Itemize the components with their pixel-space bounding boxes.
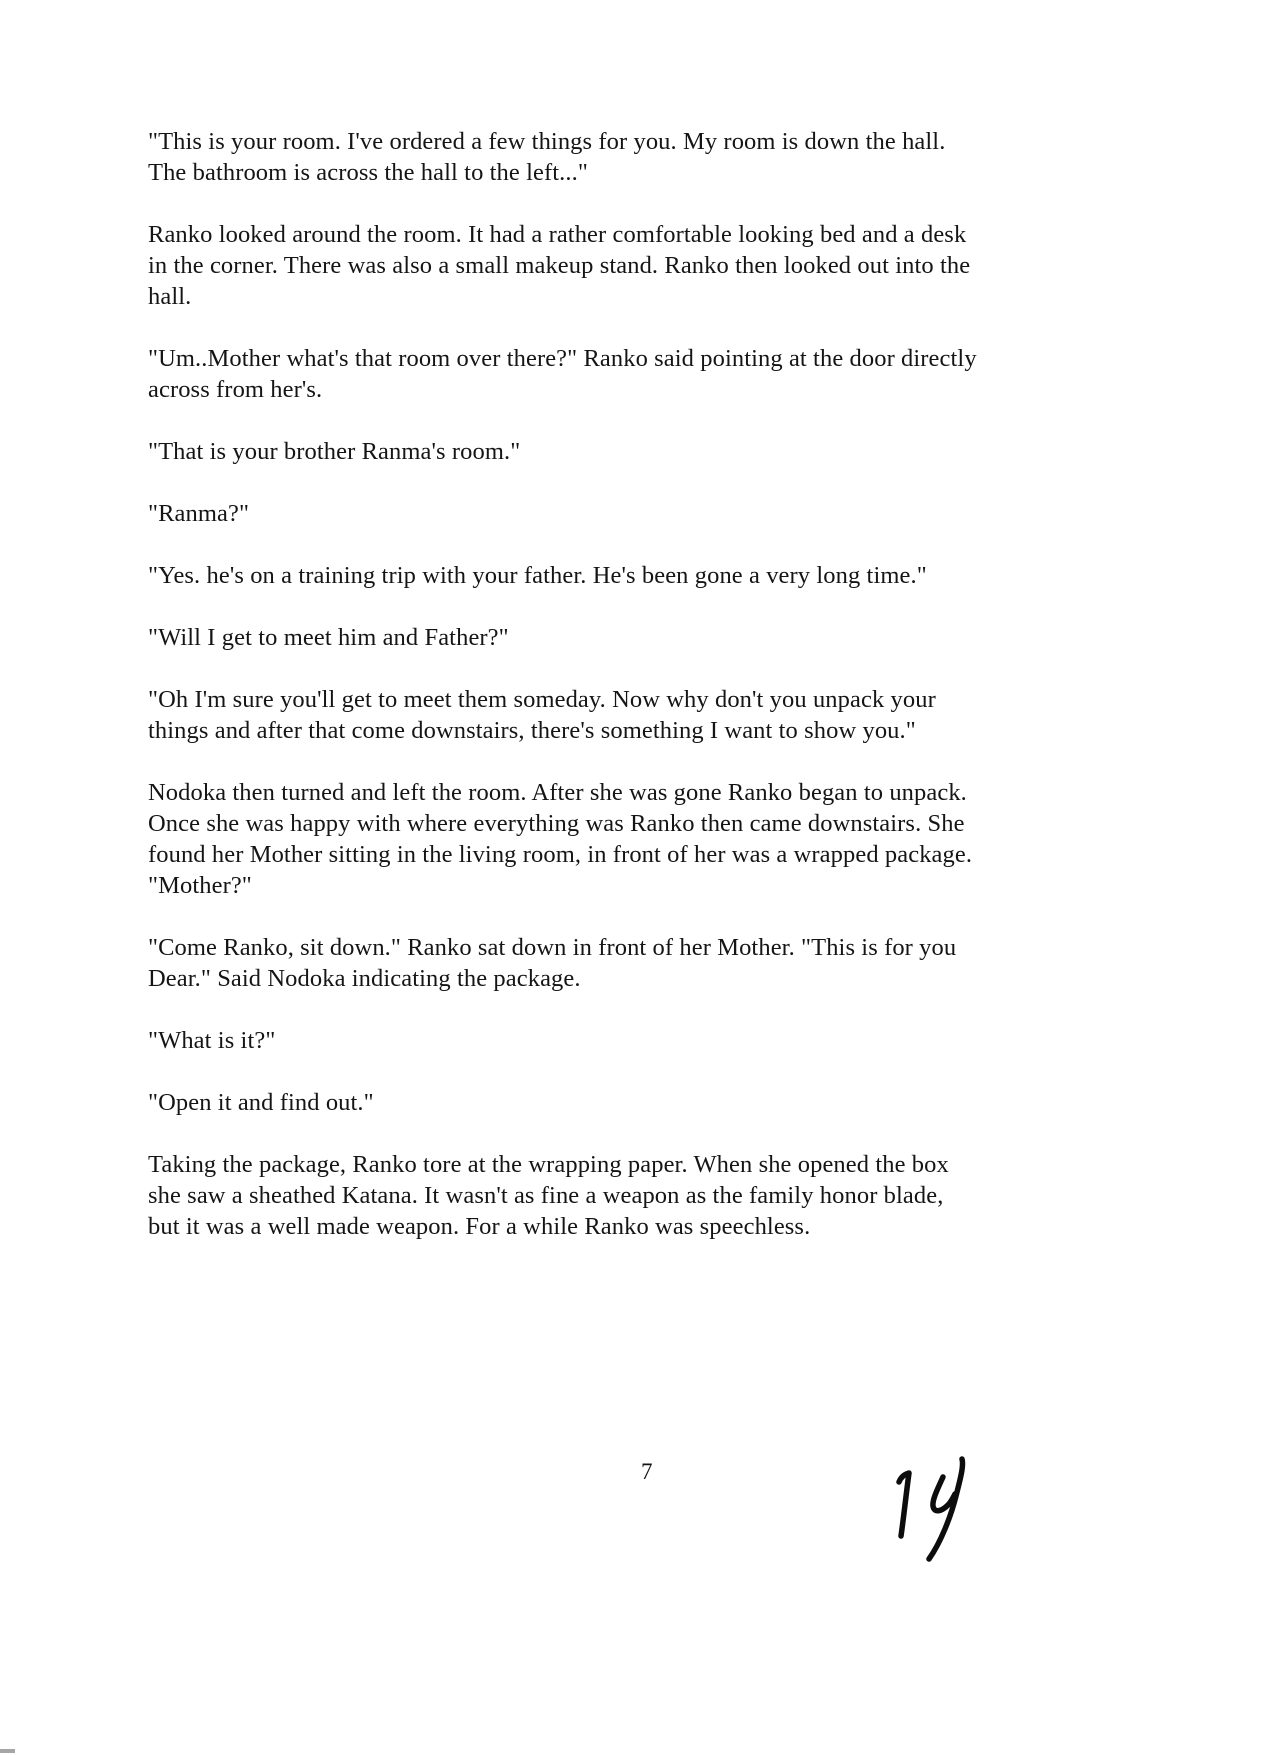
paragraph bbox=[148, 684, 1038, 746]
text-line: Dear." Said Nodoka indicating the package. bbox=[148, 965, 581, 992]
text-line: she saw a sheathed Katana. It wasn't as fine a weapon as the family honor blade, bbox=[148, 1182, 944, 1209]
paragraph bbox=[148, 1025, 1038, 1056]
page-body bbox=[148, 126, 1038, 1273]
paragraph bbox=[148, 560, 1038, 591]
text-line: Once she was happy with where everything was Ranko then came downstairs. She bbox=[148, 810, 965, 837]
scan-artifact-mark bbox=[0, 1749, 15, 1753]
text-line: "Come Ranko, sit down." Ranko sat down in front of her Mother. "This is for you bbox=[148, 934, 957, 961]
text-line: Nodoka then turned and left the room. After she was gone Ranko began to unpack. bbox=[148, 779, 967, 806]
text-line: "Will I get to meet him and Father?" bbox=[148, 624, 509, 651]
text-line: "Yes. he's on a training trip with your father. He's been gone a very long time." bbox=[148, 562, 927, 589]
text-line: things and after that come downstairs, there's something I want to show you." bbox=[148, 717, 916, 744]
paragraph bbox=[148, 622, 1038, 653]
page-number: 7 bbox=[641, 1459, 653, 1484]
text-line: Taking the package, Ranko tore at the wrapping paper. When she opened the box bbox=[148, 1151, 949, 1178]
text-line: "Mother?" bbox=[148, 872, 252, 899]
paragraph bbox=[148, 436, 1038, 467]
text-line: "That is your brother Ranma's room." bbox=[148, 438, 521, 465]
paragraph bbox=[148, 126, 1038, 188]
text-line: hall. bbox=[148, 283, 192, 310]
paragraph bbox=[148, 1149, 1038, 1242]
text-line: "Ranma?" bbox=[148, 500, 250, 527]
text-line: "Um..Mother what's that room over there?" Ranko said pointing at the door directly bbox=[148, 345, 977, 372]
text-line: The bathroom is across the hall to the left..." bbox=[148, 159, 588, 186]
handwritten-number-14 bbox=[885, 1445, 985, 1575]
text-line: in the corner. There was also a small makeup stand. Ranko then looked out into the bbox=[148, 252, 971, 279]
text-line: found her Mother sitting in the living room, in front of her was a wrapped package. bbox=[148, 841, 973, 868]
paragraph bbox=[148, 777, 1038, 901]
text-line: Ranko looked around the room. It had a rather comfortable looking bed and a desk bbox=[148, 221, 967, 248]
paragraph bbox=[148, 343, 1038, 405]
text-line: across from her's. bbox=[148, 376, 323, 403]
text-line: "Oh I'm sure you'll get to meet them someday. Now why don't you unpack your bbox=[148, 686, 936, 713]
text-line: but it was a well made weapon. For a while Ranko was speechless. bbox=[148, 1213, 811, 1240]
paragraph bbox=[148, 932, 1038, 994]
handwritten-digit-1 bbox=[899, 1473, 909, 1536]
text-line: "What is it?" bbox=[148, 1027, 276, 1054]
paragraph bbox=[148, 219, 1038, 312]
paragraph bbox=[148, 498, 1038, 529]
text-line: "This is your room. I've ordered a few things for you. My room is down the hall. bbox=[148, 128, 946, 155]
text-line: "Open it and find out." bbox=[148, 1089, 374, 1116]
paragraph bbox=[148, 1087, 1038, 1118]
